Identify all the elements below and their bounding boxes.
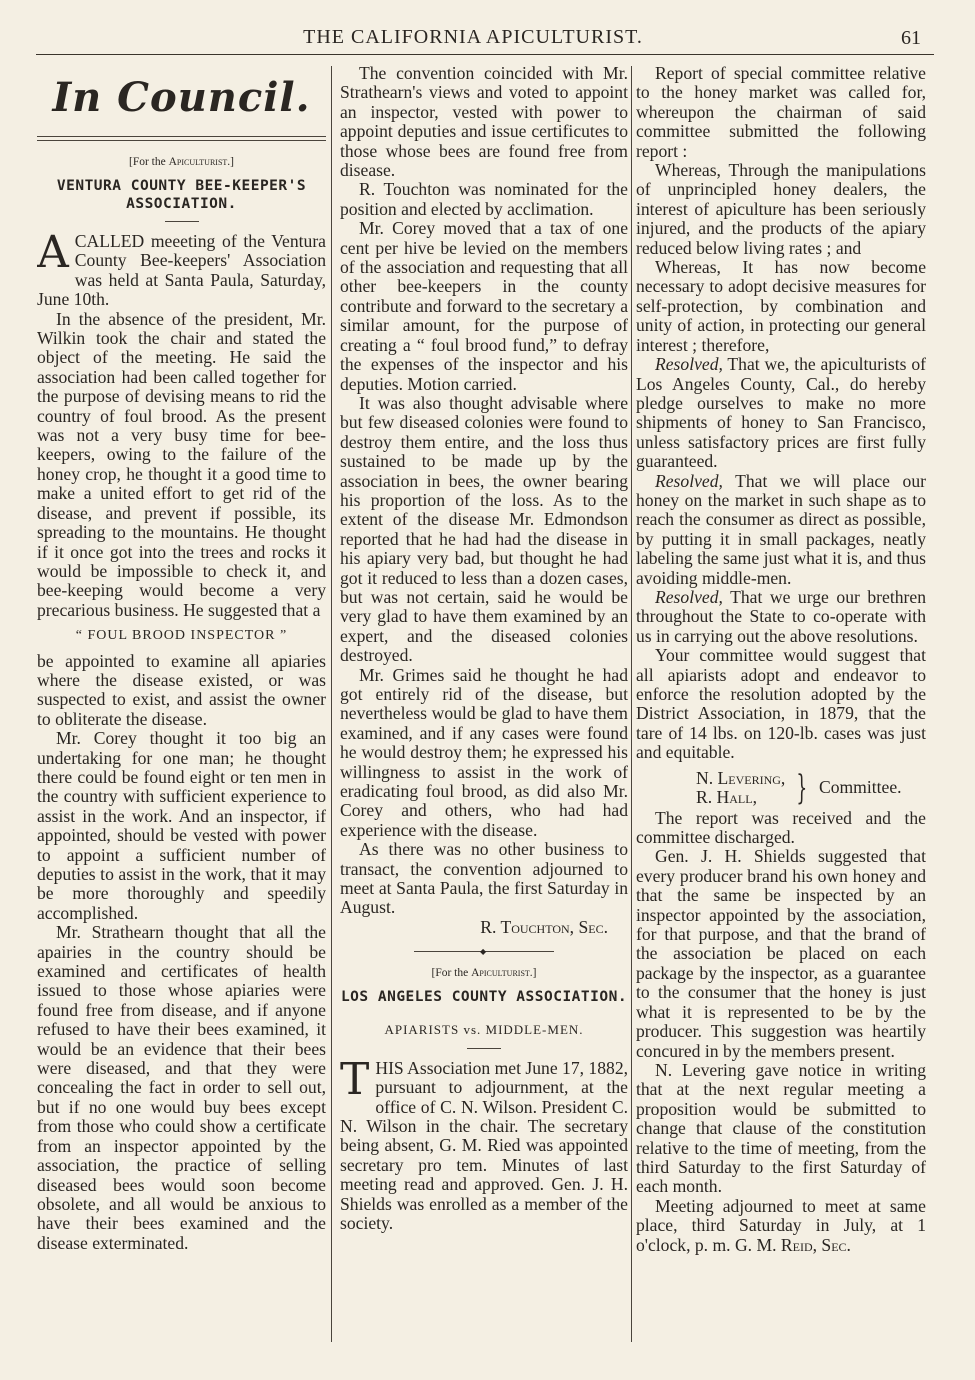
resolution: Resolved, That we, the apiculturists of Los Angeles County, Cal., do hereby pledge ourselves to make no more shipments of honey to San Francisco, unless satisfactory prices are first fully guaranteed.	[636, 354, 926, 472]
masthead-rule	[37, 136, 326, 141]
section-masthead: In Council.	[52, 74, 311, 121]
committee-signatures: N. Levering, R. Hall, } Committee.	[696, 767, 902, 808]
article-credit: [For the Apiculturist.]	[431, 967, 537, 980]
page-header	[0, 22, 975, 56]
paragraph: THIS Association met June 17, 1882, pursuant to adjournment, at the office of C. N. Wilson. President C. N. Wilson in the chair. The secretary being absent, G. M. Ried was appointed secretary pro tem. Minutes of last meeting read and approved. Gen. J. H. Shields was enrolled as a member of the society.	[340, 1053, 628, 1233]
paragraph: It was also thought advisable where but few diseased colonies were found to destroy them entire, and the loss thus sustained to be made up by the association in bees, the owner bearing his proportion of the loss. As to the extent of the disease Mr. Edmondson reported that he had had the disease in his apiary very bad, but thought he had got it reduced to less than a dozen cases, but was not certain, said he would be very glad to have them examined by an expert, and the diseased colonies destroyed.	[340, 392, 628, 666]
column-3	[636, 64, 926, 1354]
article-credit: [For the Apiculturist.]	[128, 156, 234, 168]
paragraph: Gen. J. H. Shields suggested that every producer brand his own honey and that the same be inspected by an inspector appointed by the association, for that purpose, and that the brand of the association be placed on each package by the inspector, as a guarantee to the consumer that the honey is just what it is represented to be by the producer. This suggestion was heartily concured in by the members present.	[636, 846, 926, 1061]
paragraph: R. Touchton was nominated for the position and elected by acclimation.	[340, 179, 628, 219]
paragraph: Report of special committee relative to the honey market was called for, whereupon the chairman of said committee submitted the following report :	[636, 64, 926, 161]
paragraph: Mr. Corey thought it too big an undertaking for one man; he thought there could be found eight or ten men in the country with sufficient experience to assist in the work. And an inspector, if appointed, should be vested with power to appoint a sufficient number of deputies to assist in the work, that it may be more thoroughly and speedily accomplished.	[37, 728, 326, 923]
foul-brood-inspector-callout: “ FOUL BROOD INSPECTOR ”	[75, 628, 288, 644]
secretary-signoff: R. Touchton, Sec.	[480, 916, 608, 937]
paragraph: The report was received and the committee discharged.	[636, 807, 926, 848]
journal-title: THE CALIFORNIA APICULTURIST.	[303, 26, 643, 48]
paragraph: Your committee would suggest that all apiarists adopt and endeavor to enforce the resolution adopted by the District Association, in 1879, that the tare of 14 lbs. on 120-lb. cases was just and equitable.	[636, 645, 926, 763]
drop-cap: A	[37, 227, 69, 278]
committee-member: R. Hall,	[696, 786, 757, 807]
heading-rule	[165, 221, 199, 222]
secretary-signoff: G. M. Reid, Sec.	[734, 1234, 851, 1255]
column-2	[340, 64, 628, 1354]
resolution: Resolved, That we urge our brethren throughout the State to co-operate with us in carrying out the above resolutions.	[636, 586, 926, 646]
committee-label: Committee.	[818, 776, 902, 797]
article-heading: LOS ANGELES COUNTY ASSOCIATION.	[340, 989, 628, 1006]
paragraph: As there was no other business to transact, the convention adjourned to meet at Santa Paula, the first Saturday in August.	[340, 839, 628, 918]
article-heading: VENTURA COUNTY BEE-KEEPER'S ASSOCIATION.	[56, 178, 307, 212]
paragraph: In the absence of the president, Mr. Wilkin took the chair and stated the object of the meeting. He said the association had been called together for the purpose of devising means to rid the country of foul brood. As the present was not a very busy time for bee-keepers, owing to the failure of the honey crop, he thought it a good time to make a united effort to get rid of the disease, and prevent if possible, its spreading to the mountains. He thought if it once got into the trees and rocks it would be impossible to check it, and bee-keeping would become a very precarious business. He suggested that a	[37, 308, 326, 620]
committee-member: N. Levering,	[696, 767, 786, 788]
column-divider	[631, 66, 632, 1342]
page-number: 61	[901, 27, 921, 49]
header-rule	[36, 54, 934, 55]
paragraph: The convention coincided with Mr. Strathearn's views and voted to appoint an inspector, vested with power to appoint deputies and issue certificutes to those whose bees are found free from disease.	[340, 64, 628, 181]
paragraph: Whereas, It has now become necessary to adopt decisive measures for self-protection, by combination and unity of action, in protecting our general interest ; therefore,	[636, 257, 926, 355]
paragraph: Meeting adjourned to meet at same place, third Saturday in July, at 1 o'clock, p. m. G. M. Reid, Sec.	[636, 1195, 926, 1255]
article-separator: ◆	[414, 951, 554, 952]
paragraph: N. Levering gave notice in writing that at the next regular meeting a proposition would be submitted to change that clause of the constitution relative to the time of meeting, from the third Saturday to the first Saturday of each month.	[636, 1059, 926, 1197]
column-1	[37, 64, 326, 1354]
heading-rule	[467, 1048, 501, 1049]
paragraph: Mr. Grimes said he thought he had got entirely rid of the disease, but nevertheless would be glad to have them examined, and if any cases were found he would destroy them; he expressed his willingness to assist in the work of eradicating foul brood, as did also Mr. Corey and others, who had had experience with the disease.	[340, 664, 628, 840]
drop-cap: T	[340, 1053, 370, 1105]
paragraph: ACALLED meeeting of the Ventura County Bee-keepers' Association was held at Santa Paula, Saturday, June 10th.	[37, 227, 326, 310]
paragraph: Mr. Corey moved that a tax of one cent per hive be levied on the members of the association and requesting that all other bee-keepers in the county contribute and forward to the secretary a similar amount, for the purpose of creating a “ foul brood fund,” to defray the expenses of the inspector and his deputies. Motion carried.	[340, 218, 628, 394]
paragraph: Whereas, Through the manipulations of unprincipled honey dealers, the interest of apiculture has been seriously injured, and the products of the apiary reduced below living rates ; and	[636, 160, 926, 258]
paragraph: Mr. Strathearn thought that all the apairies in the country should be examined and certificates of health issued to those whose apiaries were found free from disease, and if anyone refused to have their bees examined, it would be an evidence that their bees were diseased, and that they were concealing the fact in order to sell out, but if no one would buy bees except from those who could show a certificate from an inspector appointed by the association, the practice of selling diseased bees would soon become obsolete, and all would be anxious to have their bees examined and the disease exterminated.	[37, 922, 326, 1253]
paragraph: be appointed to examine all apiaries where the disease existed, or was suspected to exist, and assist the owner to obliterate the disease.	[37, 650, 326, 729]
column-divider	[331, 66, 332, 1342]
resolution: Resolved, That we will place our honey on the market in such shape as to reach the consumer as direct as possible, by putting it in small packages, neatly labeling the same just what it is, and thus avoiding middle-men.	[636, 470, 926, 588]
article-subheading: APIARISTS vs. MIDDLE-MEN.	[384, 1022, 584, 1038]
